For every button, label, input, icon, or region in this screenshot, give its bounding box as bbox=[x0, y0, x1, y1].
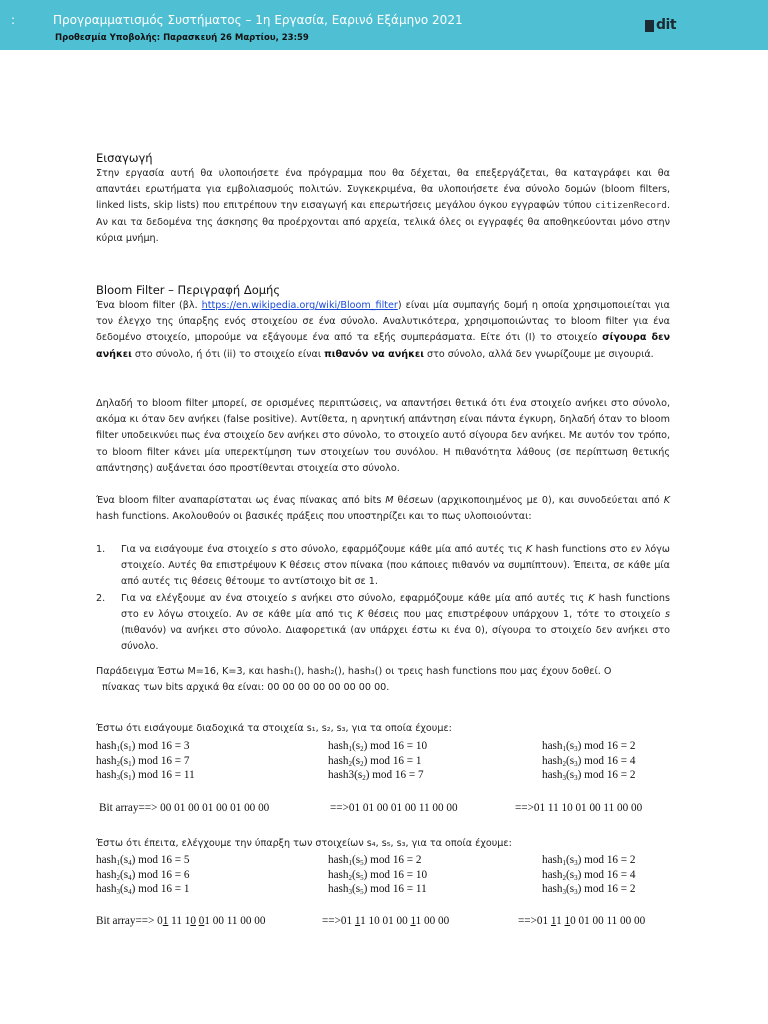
hash-equation: $hash_3(s_3)$ mod 16 = 2 bbox=[542, 769, 636, 782]
hash-label: hash bbox=[96, 769, 117, 781]
hash-equation: $hash_2(s_2)$ mod 16 = 1 bbox=[328, 754, 422, 768]
list-number: 2. bbox=[96, 592, 106, 604]
hash-equation: $hash3(s_2)$ mod 16 = 7 bbox=[328, 769, 424, 782]
list-var: s bbox=[271, 544, 277, 555]
intro-code: citizenRecord bbox=[595, 200, 667, 212]
bit-array: ==>01 11 10 01 00 11 00 00 bbox=[322, 915, 450, 927]
bloom-paragraph-1 bbox=[96, 298, 670, 363]
hash-equation: $hash_3(s_4)$ mod 16 = 1 bbox=[96, 883, 190, 896]
p3-text-b: θέσεων (αρχικοποιημένος με 0), και συνοδεύεται από bbox=[397, 495, 660, 506]
hash-equation: $hash_3(s_5)$ mod 16 = 11 bbox=[328, 883, 427, 896]
hash-equation: $hash_1(s_3)$ mod 16 = 2 bbox=[542, 740, 636, 753]
bit-array: Bit array==> 00 01 00 01 00 01 00 00 bbox=[99, 802, 270, 814]
list-var: K bbox=[525, 544, 533, 555]
list-var: s bbox=[664, 608, 670, 620]
hash-result: ) mod 16 = 2 bbox=[577, 769, 636, 781]
p3-K: K bbox=[663, 495, 670, 506]
hash-equation: $hash_2(s_1)$ mod 16 = 7 bbox=[96, 754, 190, 768]
p1-bold-1: σίγουρα δεν ανήκει bbox=[96, 332, 670, 360]
list-item bbox=[96, 591, 670, 656]
example-paragraph bbox=[96, 664, 670, 696]
hash-result: ) mod 16 = 2 bbox=[577, 883, 636, 895]
hash-label: hash bbox=[542, 740, 563, 752]
bit-array: ==>01 11 10 01 00 11 00 00 bbox=[515, 802, 643, 814]
hash-label: hash3 bbox=[328, 769, 355, 781]
hash-label: hash bbox=[542, 868, 563, 881]
hash-label: hash bbox=[96, 854, 117, 866]
bit-array: ==>01 11 10 01 00 11 00 00 bbox=[518, 915, 646, 927]
submission-deadline: Προθεσμία Υποβολής: Παρασκευή 26 Μαρτίου, 23:59 bbox=[55, 33, 309, 43]
example-line-1: Παράδειγμα Έστω M=16, K=3, και hash₁(), hash₂(), hash₃() οι τρεις hash functions που μας έχουν δοθεί. Ο bbox=[96, 666, 612, 677]
hash-label: hash bbox=[328, 740, 349, 752]
hash-result: ) mod 16 = 10 bbox=[363, 868, 428, 881]
list-var: K bbox=[588, 592, 595, 604]
bit-array: Bit array==> 01 11 10 01 00 11 00 00 bbox=[96, 915, 266, 927]
list-text: στο σύνολο, εφαρμόζουμε κάθε μία από αυτές τις bbox=[279, 544, 523, 555]
logo-block-icon bbox=[645, 20, 654, 32]
hash-equation: $hash_2(s_5)$ mod 16 = 10 bbox=[328, 868, 428, 882]
hash-equation: $hash_1(s_1)$ mod 16 = 3 bbox=[96, 740, 190, 753]
bloom-paragraph-3 bbox=[96, 493, 670, 525]
hash-result: ) mod 16 = 4 bbox=[577, 868, 636, 881]
hash-equation: $hash_2(s_3)$ mod 16 = 4 bbox=[542, 868, 636, 882]
hash-result: ) mod 16 = 1 bbox=[363, 754, 422, 767]
hash-equation: $hash_1(s_5)$ mod 16 = 2 bbox=[328, 854, 422, 867]
list-text: (πιθανόν) να ανήκει στο σύνολο. Διαφορετικά (αν υπάρχει έστω κι ένα 0), σίγουρα το στοιχείο δεν ανήκει στο σύνολο. bbox=[121, 625, 670, 653]
hash-label: hash bbox=[328, 883, 349, 895]
p1-bold-2: πιθανόν να ανήκει bbox=[324, 348, 424, 360]
hash-column bbox=[542, 853, 636, 897]
hash-column bbox=[96, 853, 190, 897]
hash-label: hash bbox=[328, 854, 349, 866]
hash-result: ) mod 16 = 5 bbox=[131, 854, 190, 866]
hash-result: ) mod 16 = 2 bbox=[577, 740, 636, 752]
p3-text-a: Ένα bloom filter αναπαρίσταται ως ένας πίνακας από bits bbox=[96, 495, 382, 506]
p3-M: M bbox=[385, 495, 394, 506]
hash-label: hash bbox=[96, 868, 117, 881]
hash-column bbox=[328, 853, 427, 897]
hash-label: hash bbox=[542, 769, 563, 781]
intro-text-b: . Αν και τα δεδομένα της άσκησης θα προέρχονται από αρχεία, τελικά όλες οι εγγραφές θα αποθηκεύονται μόνο στην κύρια μνήμη. bbox=[96, 200, 670, 244]
hash-label: hash bbox=[328, 754, 349, 767]
hash-label: hash bbox=[96, 740, 117, 752]
list-text: Για να ελέγξουμε αν ένα στοιχείο bbox=[121, 592, 288, 604]
p1-text-d: στο σύνολο, αλλά δεν γνωρίζουμε με σιγουριά. bbox=[427, 348, 654, 360]
intro-heading: Εισαγωγή bbox=[96, 151, 153, 165]
intro-paragraph bbox=[96, 166, 670, 247]
bit-array: ==>01 01 00 01 00 11 00 00 bbox=[330, 802, 458, 814]
hash-equation: $hash_1(s_3)$ mod 16 = 2 bbox=[542, 854, 636, 867]
hash-column bbox=[96, 739, 195, 783]
p1-text-c: στο σύνολο, ή ότι (ii) το στοιχείο είναι bbox=[134, 348, 322, 360]
p1-text-a: Ένα bloom filter (βλ. bbox=[96, 300, 198, 311]
hash-column bbox=[328, 739, 427, 783]
hash-result: ) mod 16 = 11 bbox=[131, 769, 195, 781]
list-var: s bbox=[291, 592, 297, 604]
bloom-paragraph-2: Δηλαδή το bloom filter μπορεί, σε ορισμένες περιπτώσεις, να απαντήσει θετικά ότι ένα στοιχείο ανήκει στο σύνολο, ακόμα κι όταν δεν ανήκει (false positive). Αντίθετα, η αρνητική απάντηση είναι πάντα έγκυρη, δηλαδή όταν το bloom filter υποδεικνύει πως ένα στοιχείο δεν ανήκει στο σύνολο, το στοιχείο αυτό σίγουρα δεν ανήκει. Με αυτόν τον τρόπο, το bloom filter κάνει μία υπερεκτίμηση των στοιχείων του συνόλου. Η πιθανότητα λάθους (σε περίπτωση θετικής απάντησης) αυξάνεται όσο προστίθενται στοιχεία στο σύνολο. bbox=[96, 398, 670, 474]
hash-result: ) mod 16 = 7 bbox=[131, 754, 190, 767]
dit-logo bbox=[645, 17, 681, 35]
hash-equation: $hash_1(s_4)$ mod 16 = 5 bbox=[96, 854, 190, 867]
hash-equation: $hash_1(s_2)$ mod 16 = 10 bbox=[328, 740, 428, 753]
list-text: θέσεις που μας επιστρέφουν υπάρχουν 1, τότε το στοιχείο bbox=[367, 608, 661, 620]
header-colon: : bbox=[11, 13, 16, 27]
document-header bbox=[0, 0, 768, 50]
hash-column bbox=[542, 739, 636, 783]
hash-equation: $hash_2(s_3)$ mod 16 = 4 bbox=[542, 754, 636, 768]
hash-result: ) mod 16 = 2 bbox=[577, 854, 636, 866]
hash-label: hash bbox=[542, 883, 563, 895]
course-title: Προγραμματισμός Συστήματος – 1η Εργασία, Εαρινό Εξάμηνο 2021 bbox=[53, 13, 463, 27]
example-line-2: πίνακας των bits αρχικά θα είναι: 00 00 00 00 00 00 00 00. bbox=[102, 682, 390, 694]
p1-text-b: ) είναι μία συμπαγής δομή η οποία χρησιμοποιείται για τον έλεγχο της ύπαρξης ενός στοιχείου σε ένα σύνολο. Αναλυτικότερα, χρησιμοποιώντας το bloom filter για ένα δεδομένο στοιχείο, μπορούμε να εξάγουμε ένα από τα εξής συμπεράσματα. Είτε ότι (I) το στοιχείο bbox=[96, 300, 670, 344]
intro-text-a: Στην εργασία αυτή θα υλοποιήσετε ένα πρόγραμμα που θα δέχεται, θα επεξεργάζεται, θα καταγράφει και θα απαντάει ερωτήματα για εμβολιασμούς πολιτών. Συγκεκριμένα, θα υλοποιήσετε ένα σύνολο δομών (bloom filters, linked lists, skip lists) που επιτρέπουν την εισαγωγή και επερωτήσεις μεγάλου όγκου εγγραφών τύπου bbox=[96, 168, 670, 212]
hash-equation: $hash_2(s_4)$ mod 16 = 6 bbox=[96, 868, 190, 882]
hash-equation: $hash_3(s_1)$ mod 16 = 11 bbox=[96, 769, 195, 782]
list-text: hash functions στο εν λόγω στοιχείο. Αν σε κάθε μία από τις bbox=[121, 592, 671, 620]
hash-result: ) mod 16 = 7 bbox=[365, 769, 424, 781]
hash-result: ) mod 16 = 2 bbox=[363, 854, 422, 866]
insert-intro: Έστω ότι εισάγουμε διαδοχικά τα στοιχεία s₁, s₂, s₃, για τα οποία έχουμε: bbox=[96, 723, 452, 734]
bloom-heading: Bloom Filter – Περιγραφή Δομής bbox=[96, 283, 281, 297]
list-text: ανήκει στο σύνολο, εφαρμόζουμε κάθε μία από αυτές τις bbox=[300, 592, 585, 604]
hash-result: ) mod 16 = 4 bbox=[577, 754, 636, 767]
hash-label: hash bbox=[96, 883, 117, 895]
p3-text-c: hash functions. Ακολουθούν οι βασικές πράξεις που υποστηρίζει και το πως υλοποιούνται: bbox=[96, 511, 532, 523]
hash-label: hash bbox=[542, 854, 563, 866]
hash-result: ) mod 16 = 10 bbox=[363, 740, 428, 752]
hash-label: hash bbox=[328, 868, 349, 881]
hash-equation: $hash_3(s_3)$ mod 16 = 2 bbox=[542, 883, 636, 896]
hash-label: hash bbox=[96, 754, 117, 767]
list-var: K bbox=[357, 608, 364, 620]
hash-result: ) mod 16 = 6 bbox=[131, 868, 190, 881]
operations-list bbox=[96, 542, 670, 655]
logo-text: dit bbox=[656, 17, 677, 33]
hash-label: hash bbox=[542, 754, 563, 767]
query-intro: Έστω ότι έπειτα, ελέγχουμε την ύπαρξη των στοιχείων s₄, s₅, s₃, για τα οποία έχουμε: bbox=[96, 838, 512, 849]
hash-result: ) mod 16 = 11 bbox=[363, 883, 427, 895]
list-text: hash functions στο εν λόγω στοιχείο. Αυτές θα επιστρέψουν K θέσεις στον πίνακα (που κάποιες πιθανόν να συμπίπτουν). Έπειτα, σε κάθε μία από αυτές τις θέσεις θέτουμε το αντίστοιχο bit σε 1. bbox=[121, 544, 670, 588]
list-number: 1. bbox=[96, 544, 106, 555]
list-item bbox=[96, 542, 670, 591]
list-text: Για να εισάγουμε ένα στοιχείο bbox=[121, 544, 269, 555]
hash-result: ) mod 16 = 3 bbox=[131, 740, 190, 752]
wikipedia-link[interactable]: https://en.wikipedia.org/wiki/Bloom_filter bbox=[201, 300, 398, 311]
hash-result: ) mod 16 = 1 bbox=[131, 883, 190, 895]
